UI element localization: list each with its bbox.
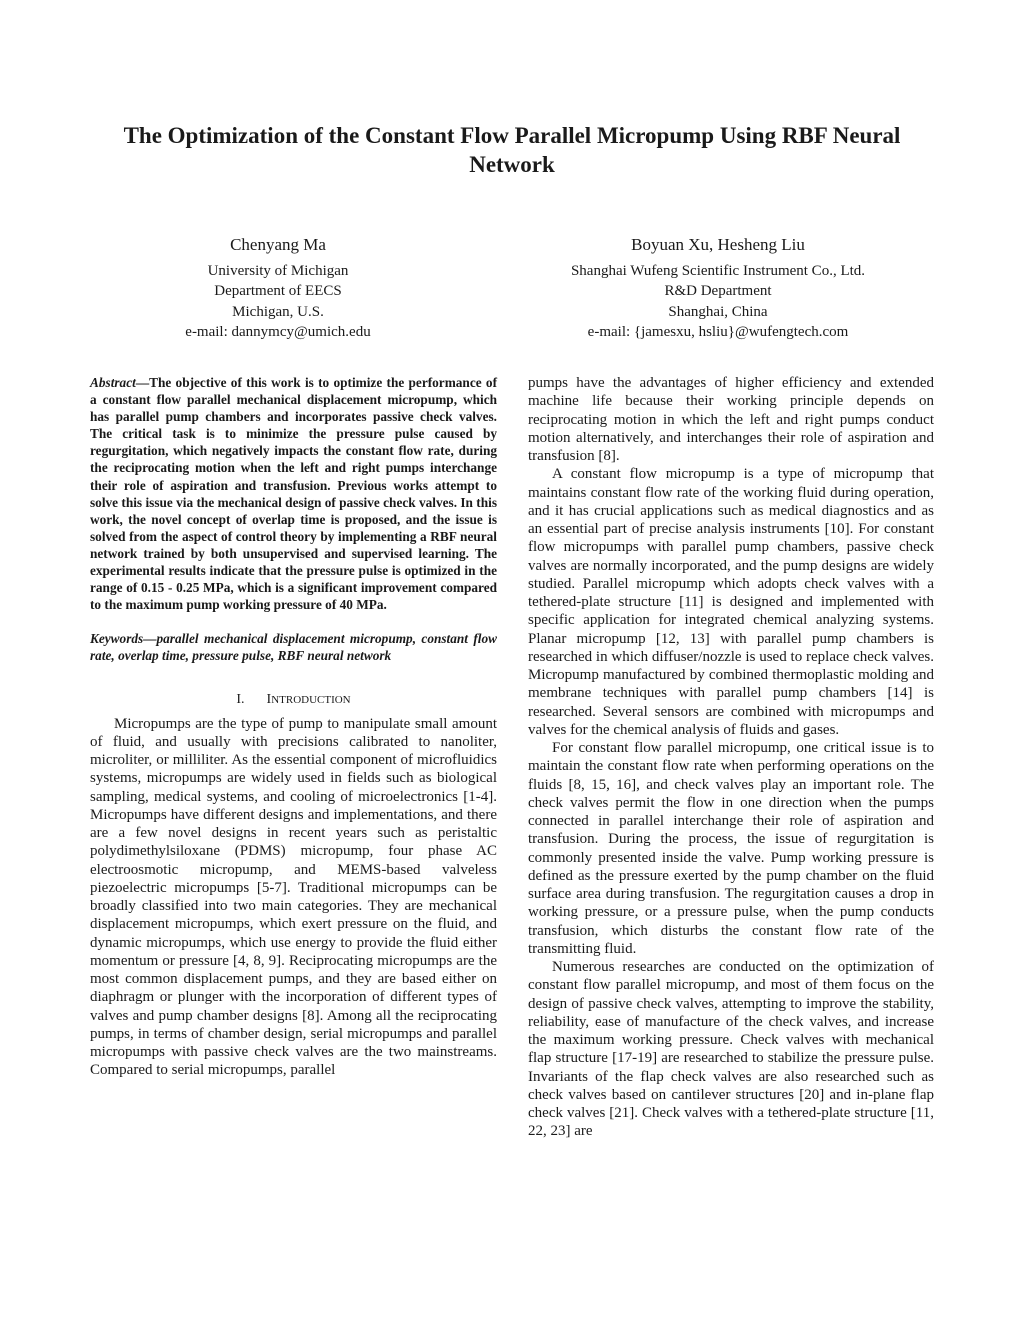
author-email: e-mail: dannymcy@umich.edu <box>185 323 371 340</box>
author-name: Boyuan Xu, Hesheng Liu <box>631 235 805 254</box>
intro-paragraph-1: Micropumps are the type of pump to manipulate small amount of fluid, and usually with precisions calibrated to nanoliter, microliter, or milliliter. As the essential component of microfluidics systems, micropumps are widely used in fields such as biological sampling, medical systems, and cooling of microelectronics [1-4]. Micropumps have different designs and implementations, and there are a few novel designs in recent years such as peristaltic polydimethylsiloxane (PDMS) micropump, four phase AC electroosmotic micropump, and MEMS-based valveless piezoelectric micropumps [5-7]. Traditional micropumps can be broadly classified into two main categories. They are mechanical displacement micropumps, which exert pressure on the fluid, and dynamic micropumps, which use energy to provide the fluid either momentum or pressure [4, 8, 9]. Reciprocating micropumps are the most common displacement pumps, and they are based either on diaphragm or plunger with the incorporation of different types of valves and pump chamber designs [8]. Among all the reciprocating pumps, in terms of chamber design, serial micropumps and parallel micropumps with passive check valves are the two mainstreams. Compared to serial micropumps, parallel <box>90 715 497 1079</box>
abstract-label: Abstract <box>90 375 136 390</box>
left-column <box>90 374 497 1080</box>
section-number: I. <box>236 691 245 707</box>
abstract <box>90 374 497 613</box>
intro-paragraph-4: Numerous researches are conducted on the optimization of constant flow parallel micropump, and most of them focus on the design of passive check valves, attempting to improve the stability, reliability, ease of manufacture of the check valves, and increase the maximum working pressure. Check valves with mechanical flap structure [17-19] are researched to stabilize the pressure pulse. Invariants of the flap check valves are also researched such as check valves based on cantilever structures [20] and in-plane flap check valves [21]. Check valves with a tethered-plate structure [11, 22, 23] are <box>528 959 934 1140</box>
intro-paragraph-3: For constant flow parallel micropump, one critical issue is to maintain the constant flow rate when performing operations on the fluids [8, 15, 16], and check valves play an important role. The check valves permit the flow in one direction when the pumps connected in parallel interchange their role of aspiration and transfusion. During the process, the issue of regurgitation is commonly presented inside the valve. Pump working pressure is defined as the pressure exerted by the pump chamber on the fluid surface area during transfusion. The regurgitation causes a drop in working pressure, or a pressure pulse, when the pump conducts transfusion, which disturbs the constant flow rate of the transmitting fluid. <box>528 740 934 957</box>
author-company: Shanghai Wufeng Scientific Instrument Co., Ltd. <box>570 263 866 279</box>
paper-title <box>90 121 934 179</box>
intro-paragraph-2: A constant flow micropump is a type of micropump that maintains constant flow rate of the working fluid during operation, and it has crucial applications such as medical diagnostics and as an essential part of precise analysis instruments [10]. For constant flow micropumps with parallel pump chambers, passive check valves are normally incorporated, and the pump designs are widely studied. Parallel micropump which adopts check valves with a tethered-plate structure [11] is designed and implemented with specific application for integrated chemical analyzing systems. Planar micropump [12, 13] with parallel pump chambers is researched in which diffuser/nozzle is used to replace check valves. Micropump manufactured by combined thermoplastic molding and membrane techniques with parallel pump chambers [14] is researched. Several sensors are combined with micropumps and valves for the chemical analysis of fluids and gases. <box>528 466 934 738</box>
title-line-2: Network <box>469 152 555 177</box>
author-email: e-mail: {jamesxu, hsliu}@wufengtech.com <box>587 323 849 340</box>
section-heading-introduction <box>90 691 497 709</box>
abstract-text: The objective of this work is to optimize the performance of a constant flow parallel mechanical displacement micropump, which has parallel pump chambers and incorporates passive check valves. The critical task is to minimize the pressure pulse caused by regurgitation, which negatively impacts the constant flow rate, during the reciprocating motion when the left and right pumps interchange their role of aspiration and transfusion. Previous works attempt to solve this issue via the mechanical design of passive check valves. In this work, the novel concept of overlap time is proposed, and the issue is solved from the aspect of control theory by implementing a RBF neural network trained by both unsupervised and supervised learning. The experimental results indicate that the pressure pulse is optimized in the range of 0.15 - 0.25 MPa, which is a significant improvement compared to the maximum pump working pressure of 40 MPa. <box>90 375 497 613</box>
author-block-1 <box>90 234 466 342</box>
section-title-initial: I <box>266 691 272 707</box>
author-block-2 <box>520 234 916 342</box>
section-title-rest: NTRODUCTION <box>271 693 351 706</box>
author-location: Shanghai, China <box>668 303 768 320</box>
author-university: University of Michigan <box>207 263 349 279</box>
author-name: Chenyang Ma <box>230 235 326 254</box>
title-line-1: The Optimization of the Constant Flow Parallel Micropump Using RBF Neural <box>123 123 901 148</box>
author-department: Department of EECS <box>214 283 342 300</box>
abstract-dash: — <box>135 375 150 390</box>
intro-paragraph-1-continued: pumps have the advantages of higher efficiency and extended machine life because their working principle depends on reciprocating motion in which the left and right pumps conduct motion alternatively, and interchanges their role of aspiration and transfusion [8]. <box>528 375 934 464</box>
keywords: Keywords—parallel mechanical displacement micropump, constant flow rate, overlap time, pressure pulse, RBF neural network <box>90 631 497 664</box>
author-department: R&D Department <box>664 283 772 300</box>
right-column <box>528 374 934 1141</box>
author-location: Michigan, U.S. <box>232 303 324 320</box>
